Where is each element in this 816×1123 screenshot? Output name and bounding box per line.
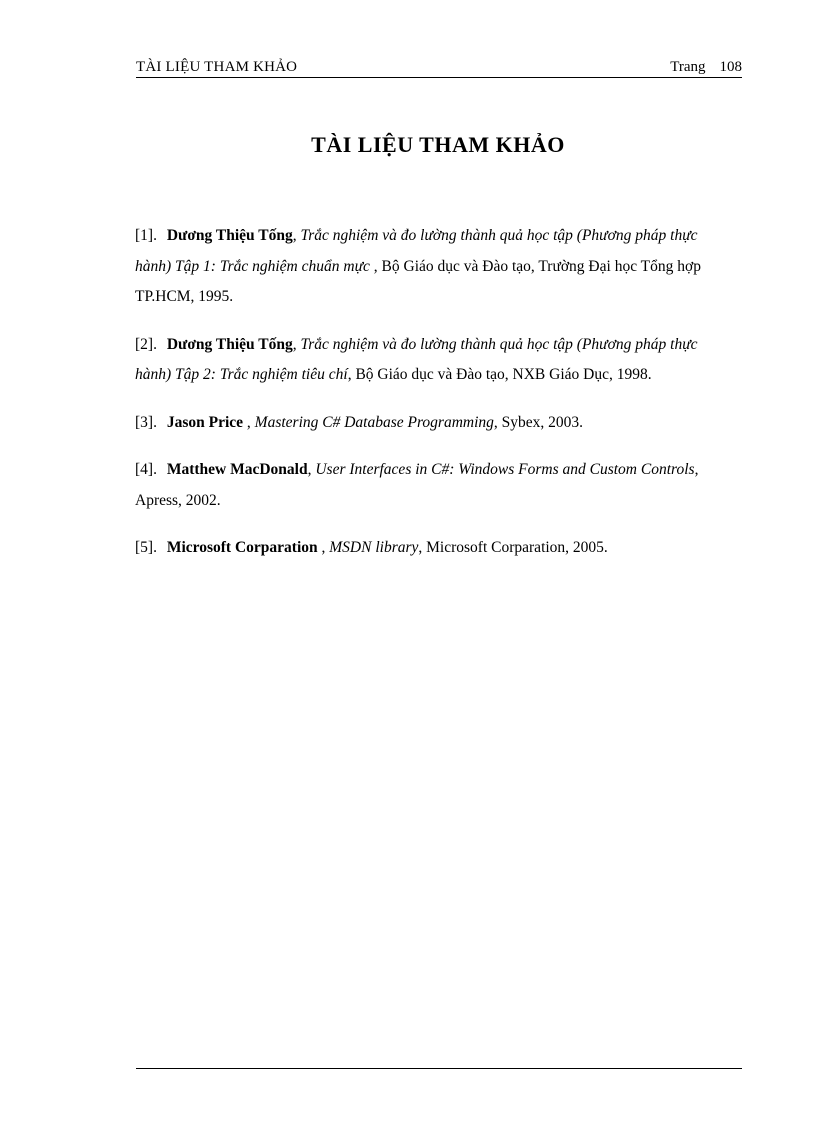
header-page-number: 108 (719, 59, 742, 75)
reference-details: , Sybex, 2003. (493, 413, 584, 431)
reference-separator: , (307, 461, 316, 478)
reference-work-title: Trắc nghiệm và đo lường thành quả học tập (Phương pháp thực hành) Tập 2: Trắc nghiệm tiêu chí (135, 335, 698, 383)
reference-item-3 (135, 408, 725, 439)
page-title: TÀI LIỆU THAM KHẢO (311, 132, 565, 157)
running-header (136, 57, 742, 78)
reference-work-title: Trắc nghiệm và đo lường thành quả học tập (Phương pháp thực hành) Tập 1: Trắc nghiệm chuẩn mực (135, 227, 698, 275)
reference-item-4 (135, 455, 725, 516)
reference-author: Matthew MacDonald (166, 461, 308, 478)
footer-divider (136, 1068, 742, 1069)
reference-item-5 (135, 533, 725, 564)
reference-number: [4]. (135, 461, 157, 478)
reference-item-1 (135, 221, 725, 313)
reference-item-2 (135, 330, 725, 391)
reference-separator: , (243, 413, 255, 431)
reference-details: , Apress, 2002. (135, 461, 699, 509)
reference-details: , Microsoft Corparation, 2005. (418, 539, 608, 556)
reference-work-title: MSDN library (329, 539, 419, 556)
reference-details: , Bộ Giáo dục và Đào tạo, Trường Đại học Tổng hợp TP.HCM, 1995. (135, 257, 701, 305)
reference-author: Microsoft Corparation (166, 539, 318, 556)
reference-author: Dương Thiệu Tống (166, 335, 293, 353)
header-page-info (670, 57, 742, 77)
reference-work-title: User Interfaces in C#: Windows Forms and Custom Controls (315, 461, 695, 478)
reference-number: [3]. (135, 413, 157, 431)
reference-separator: , (292, 335, 301, 353)
reference-author: Dương Thiệu Tống (166, 227, 293, 244)
reference-separator: , (317, 539, 330, 556)
reference-work-title: Mastering C# Database Programming (254, 413, 494, 431)
header-section-title: TÀI LIỆU THAM KHẢO (136, 59, 298, 75)
reference-number: [5]. (135, 539, 157, 556)
header-page-label: Trang (670, 59, 706, 75)
reference-number: [2]. (135, 335, 157, 353)
reference-number: [1]. (135, 227, 157, 244)
reference-list (135, 221, 725, 581)
reference-separator: , (292, 227, 301, 244)
reference-author: Jason Price (166, 413, 244, 431)
reference-details: , Bộ Giáo dục và Đào tạo, NXB Giáo Dục, 1998. (347, 366, 652, 383)
